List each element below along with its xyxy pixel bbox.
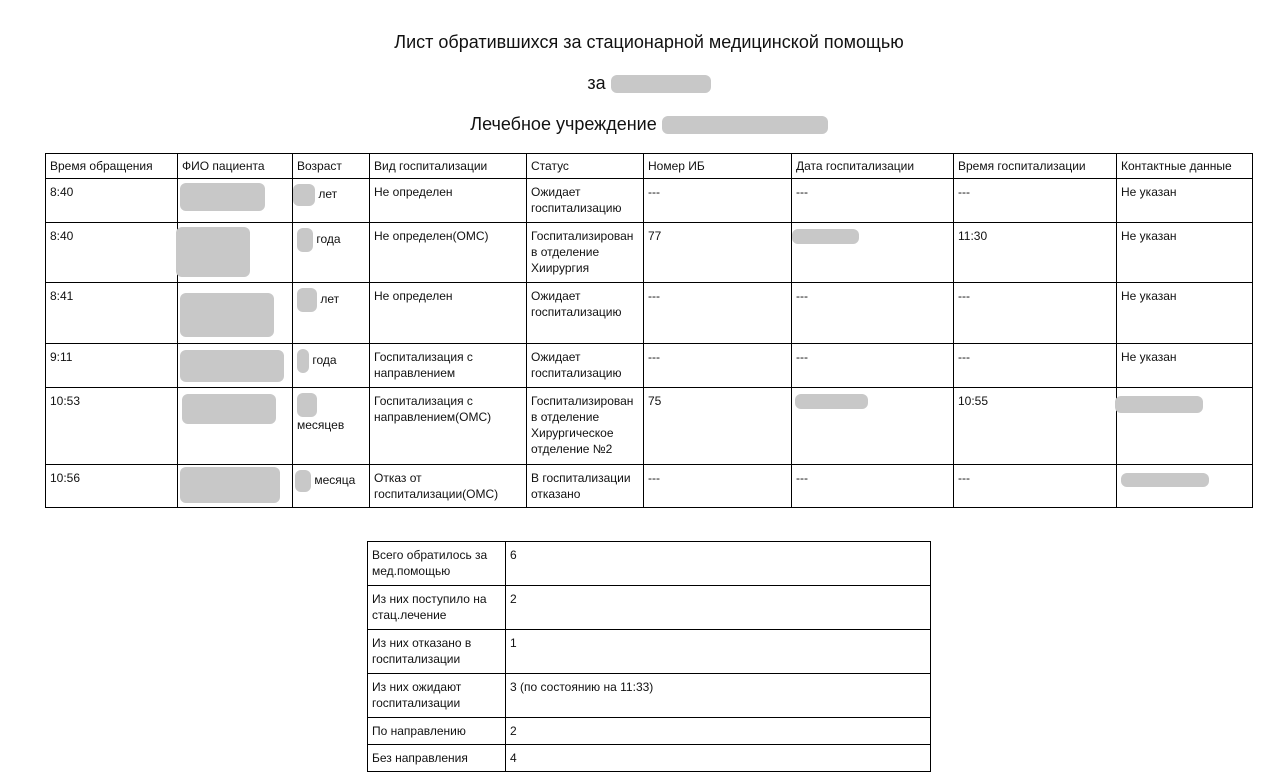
- summary-value: 1: [506, 630, 931, 674]
- table-row: [46, 283, 1253, 344]
- cell-hosp-type: Госпитализация с направлением(ОМС): [370, 388, 527, 465]
- cell-ib: 75: [644, 388, 792, 465]
- summary-value: 3 (по состоянию на 11:33): [506, 674, 931, 718]
- age-unit: месяца: [314, 473, 356, 488]
- redacted-contact: [1121, 473, 1209, 487]
- summary-label: Из них отказано в госпитализации: [368, 630, 506, 674]
- redacted-institution: [662, 116, 828, 134]
- cell-time: 8:41: [46, 283, 178, 344]
- cell-age: [293, 223, 370, 283]
- cell-hosp-time: ---: [954, 179, 1117, 223]
- summary-value: 6: [506, 542, 931, 586]
- cell-hosp-date: [792, 223, 954, 283]
- redacted-name: [176, 227, 250, 277]
- cell-hosp-time: ---: [954, 344, 1117, 388]
- redacted-name: [182, 394, 276, 424]
- age-unit: года: [312, 353, 337, 368]
- summary-label: Из них ожидают госпитализации: [368, 674, 506, 718]
- redacted-date: [611, 75, 711, 93]
- cell-ib: 77: [644, 223, 792, 283]
- cell-status: Госпитализирован в отделение Хиирургия: [527, 223, 644, 283]
- cell-time: 8:40: [46, 223, 178, 283]
- cell-ib: ---: [644, 344, 792, 388]
- redacted-age: [297, 393, 317, 417]
- cell-hosp-type: Госпитализация с направлением: [370, 344, 527, 388]
- summary-row: [368, 542, 931, 586]
- cell-hosp-date: ---: [792, 179, 954, 223]
- age-unit: года: [316, 232, 341, 247]
- col-header-hosp-date: Дата госпитализации: [792, 154, 954, 179]
- redacted-hosp-date: [795, 394, 868, 409]
- cell-status: Ожидает госпитализацию: [527, 179, 644, 223]
- cell-ib: ---: [644, 179, 792, 223]
- date-prefix: за: [587, 73, 606, 93]
- table-row: [46, 388, 1253, 465]
- col-header-status: Статус: [527, 154, 644, 179]
- cell-hosp-type: Не определен(ОМС): [370, 223, 527, 283]
- page-title: Лист обратившихся за стационарной медицинской помощью: [394, 32, 904, 52]
- cell-hosp-time: 11:30: [954, 223, 1117, 283]
- summary-row: [368, 674, 931, 718]
- redacted-name: [180, 183, 265, 211]
- cell-status: Госпитализирован в отделение Хирургическое отделение №2: [527, 388, 644, 465]
- cell-age: [293, 179, 370, 223]
- summary-label: Всего обратилось за мед.помощью: [368, 542, 506, 586]
- age-unit: лет: [318, 187, 338, 202]
- cell-age: [293, 283, 370, 344]
- cell-hosp-time: ---: [954, 283, 1117, 344]
- table-row: [46, 223, 1253, 283]
- col-header-time: Время обращения: [46, 154, 178, 179]
- cell-ib: ---: [644, 283, 792, 344]
- table-row: [46, 344, 1253, 388]
- cell-hosp-type: Не определен: [370, 179, 527, 223]
- cell-contact: [1117, 465, 1253, 508]
- redacted-hosp-date: [792, 229, 859, 244]
- cell-hosp-time: ---: [954, 465, 1117, 508]
- cell-hosp-date: ---: [792, 465, 954, 508]
- summary-label: Без направления: [368, 745, 506, 772]
- summary-row: [368, 630, 931, 674]
- cell-contact: Не указан: [1117, 179, 1253, 223]
- redacted-name: [180, 293, 274, 337]
- cell-hosp-date: ---: [792, 344, 954, 388]
- cell-hosp-date: [792, 388, 954, 465]
- cell-time: 9:11: [46, 344, 178, 388]
- table-row: [46, 465, 1253, 508]
- cell-time: 10:56: [46, 465, 178, 508]
- summary-row: [368, 586, 931, 630]
- col-header-name: ФИО пациента: [178, 154, 293, 179]
- cell-name: [178, 465, 293, 508]
- cell-name: [178, 283, 293, 344]
- cell-age: [293, 465, 370, 508]
- cell-name: [178, 223, 293, 283]
- cell-contact: [1117, 388, 1253, 465]
- institution-prefix: Лечебное учреждение: [470, 114, 657, 134]
- cell-age: [293, 388, 370, 465]
- institution-line: [0, 113, 1272, 135]
- cell-contact: Не указан: [1117, 283, 1253, 344]
- summary-label: Из них поступило на стац.лечение: [368, 586, 506, 630]
- col-header-hosp-type: Вид госпитализации: [370, 154, 527, 179]
- redacted-age: [297, 228, 313, 252]
- summary-label: По направлению: [368, 718, 506, 745]
- cell-status: Ожидает госпитализацию: [527, 283, 644, 344]
- cell-time: 8:40: [46, 179, 178, 223]
- col-header-contact: Контактные данные: [1117, 154, 1253, 179]
- summary-value: 2: [506, 718, 931, 745]
- redacted-age: [297, 288, 317, 312]
- summary-row: [368, 745, 931, 772]
- patients-table: [45, 153, 1253, 508]
- cell-name: [178, 179, 293, 223]
- cell-contact: Не указан: [1117, 344, 1253, 388]
- report-date-line: [0, 72, 1272, 94]
- cell-hosp-date: ---: [792, 283, 954, 344]
- col-header-hosp-time: Время госпитализации: [954, 154, 1117, 179]
- cell-status: Ожидает госпитализацию: [527, 344, 644, 388]
- redacted-age: [297, 349, 309, 373]
- cell-hosp-time: 10:55: [954, 388, 1117, 465]
- cell-hosp-type: Отказ от госпитализации(ОМС): [370, 465, 527, 508]
- redacted-age: [295, 470, 311, 492]
- cell-age: [293, 344, 370, 388]
- summary-row: [368, 718, 931, 745]
- table-header-row: [46, 154, 1253, 179]
- summary-table: [367, 541, 931, 772]
- table-row: [46, 179, 1253, 223]
- cell-status: В госпитализации отказано: [527, 465, 644, 508]
- cell-name: [178, 388, 293, 465]
- age-unit: лет: [320, 292, 340, 307]
- col-header-ib: Номер ИБ: [644, 154, 792, 179]
- redacted-contact: [1115, 396, 1203, 413]
- redacted-name: [180, 350, 284, 382]
- summary-value: 4: [506, 745, 931, 772]
- cell-time: 10:53: [46, 388, 178, 465]
- cell-contact: Не указан: [1117, 223, 1253, 283]
- cell-ib: ---: [644, 465, 792, 508]
- redacted-name: [180, 467, 280, 503]
- cell-name: [178, 344, 293, 388]
- redacted-age: [293, 184, 315, 206]
- age-unit: месяцев: [297, 418, 345, 432]
- cell-hosp-type: Не определен: [370, 283, 527, 344]
- col-header-age: Возраст: [293, 154, 370, 179]
- summary-value: 2: [506, 586, 931, 630]
